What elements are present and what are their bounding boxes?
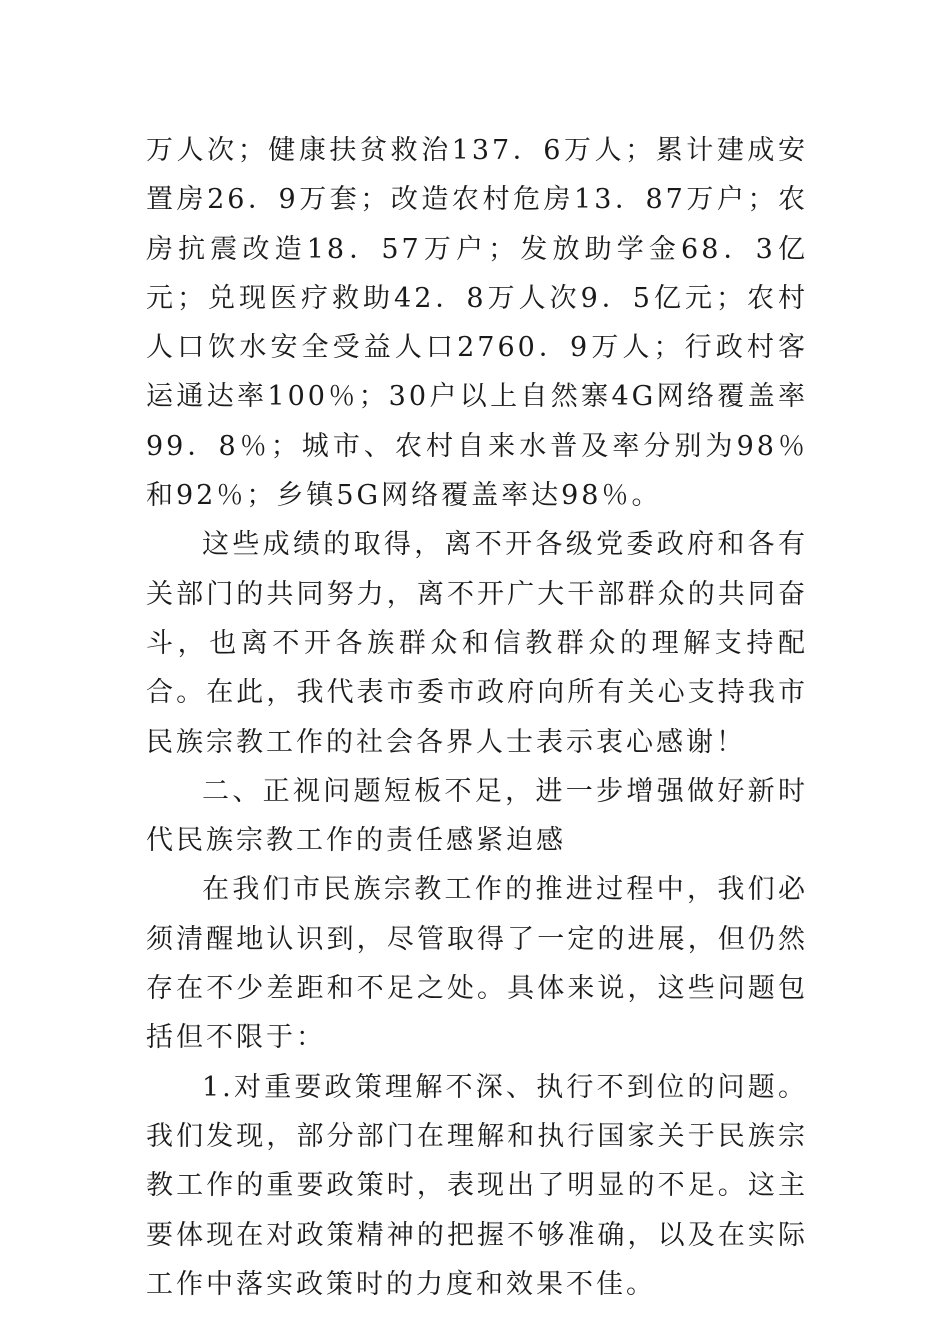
paragraph-problems-intro: 在我们市民族宗教工作的推进过程中，我们必须清醒地认识到，尽管取得了一定的进展，但仍然存在不少差距和不足之处。具体来说，这些问题包括但不限于： bbox=[146, 874, 808, 1054]
paragraph-problem-one: 1.对重要政策理解不深、执行不到位的问题。我们发现，部分部门在理解和执行国家关于民族宗教工作的重要政策时，表现出了明显的不足。这主要体现在对政策精神的把握不够准确，以及在实际工作中落实政策时的力度和效果不佳。 bbox=[146, 1071, 808, 1300]
section-heading-two: 二、正视问题短板不足，进一步增强做好新时代民族宗教工作的责任感紧迫感 bbox=[146, 775, 808, 857]
document-body bbox=[146, 126, 808, 1309]
paragraph-acknowledgement: 这些成绩的取得，离不开各级党委政府和各有关部门的共同努力，离不开广大干部群众的共同奋斗，也离不开各族群众和信教群众的理解支持配合。在此，我代表市委市政府向所有关心支持我市民族宗教工作的社会各界人士表示衷心感谢！ bbox=[146, 529, 808, 758]
paragraph-statistics: 万人次；健康扶贫救治137．6万人；累计建成安置房26．9万套；改造农村危房13．87万户；农房抗震改造18．57万户；发放助学金68．3亿元；兑现医疗救助42．8万人次9．5亿元；农村人口饮水安全受益人口2760．9万人；行政村客运通达率100％；30户以上自然寨4G网络覆盖率99．8％；城市、农村自来水普及率分别为98％和92％；乡镇5G网络覆盖率达98％。 bbox=[146, 135, 808, 512]
